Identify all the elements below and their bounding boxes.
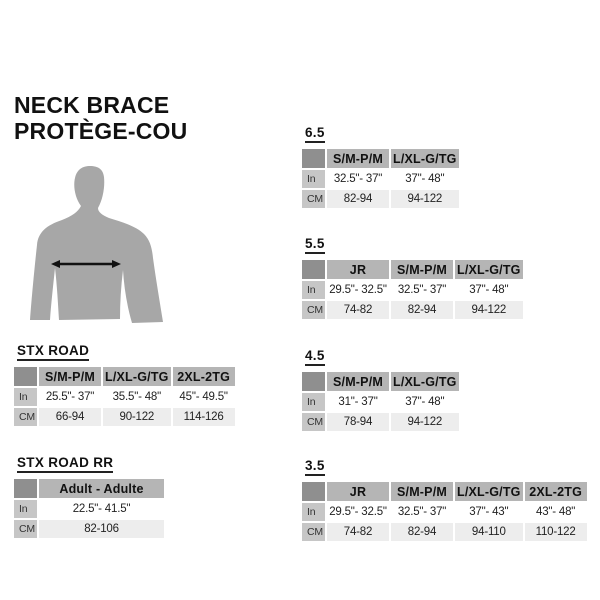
table-block-5-5 (300, 235, 525, 321)
table-title-3-5: 3.5 (305, 458, 325, 476)
inches-value: 29.5"- 32.5" (326, 502, 390, 522)
cm-value: 82-106 (38, 519, 165, 539)
column-header: Adult - Adulte (38, 478, 165, 499)
cm-value: 82-94 (326, 189, 390, 209)
inches-row-4-5 (301, 392, 460, 412)
inches-value: 32.5"- 37" (390, 280, 454, 300)
row-label-inches: In (301, 502, 326, 522)
torso-silhouette (25, 163, 195, 330)
header-row-stx-road (13, 366, 236, 387)
row-label-cm: CM (13, 519, 38, 539)
cm-row-3-5 (301, 522, 588, 542)
size-table-5-5 (300, 258, 525, 321)
row-label-inches: In (301, 392, 326, 412)
cm-value: 94-110 (454, 522, 524, 542)
size-table-stx-road (12, 365, 237, 428)
inches-value: 32.5"- 37" (390, 502, 454, 522)
cm-value: 78-94 (326, 412, 390, 432)
inches-row-6-5 (301, 169, 460, 189)
column-header: JR (326, 259, 390, 280)
cm-value: 94-122 (390, 189, 460, 209)
row-label-cm: CM (13, 407, 38, 427)
table-title-5-5: 5.5 (305, 236, 325, 254)
column-header: L/XL-G/TG (454, 259, 524, 280)
inches-row-5-5 (301, 280, 524, 300)
cm-value: 82-94 (390, 300, 454, 320)
cm-value: 82-94 (390, 522, 454, 542)
column-header: S/M-P/M (390, 259, 454, 280)
torso-silhouette-svg (25, 163, 195, 330)
row-label-cm: CM (301, 522, 326, 542)
inches-value: 37"- 43" (454, 502, 524, 522)
column-header: S/M-P/M (326, 371, 390, 392)
table-block-stx-road (12, 342, 237, 428)
table-block-stx-road-rr (12, 454, 166, 540)
size-table-6-5 (300, 147, 461, 210)
inches-row-3-5 (301, 502, 588, 522)
header-row-stx-road-rr (13, 478, 165, 499)
inches-row-stx-road (13, 387, 236, 407)
cm-row-5-5 (301, 300, 524, 320)
row-label-cm: CM (301, 300, 326, 320)
table-title-stx-road: STX ROAD (17, 343, 89, 361)
table-title-stx-road-rr: STX ROAD RR (17, 455, 113, 473)
corner-cell (13, 366, 38, 387)
cm-value: 74-82 (326, 300, 390, 320)
table-title-6-5: 6.5 (305, 125, 325, 143)
table-block-6-5 (300, 124, 461, 210)
cm-row-stx-road-rr (13, 519, 165, 539)
column-header: 2XL-2TG (172, 366, 236, 387)
cm-value: 94-122 (390, 412, 460, 432)
cm-row-6-5 (301, 189, 460, 209)
page-title-en: NECK BRACE (14, 92, 170, 118)
page-title (14, 92, 187, 144)
corner-cell (301, 148, 326, 169)
size-table-stx-road-rr (12, 477, 166, 540)
inches-value: 31"- 37" (326, 392, 390, 412)
cm-value: 94-122 (454, 300, 524, 320)
inches-value: 43"- 48" (524, 502, 588, 522)
row-label-cm: CM (301, 189, 326, 209)
table-block-3-5 (300, 457, 589, 543)
column-header: S/M-P/M (390, 481, 454, 502)
row-label-inches: In (13, 387, 38, 407)
inches-value: 22.5"- 41.5" (38, 499, 165, 519)
header-row-6-5 (301, 148, 460, 169)
header-row-4-5 (301, 371, 460, 392)
column-header: S/M-P/M (38, 366, 102, 387)
inches-row-stx-road-rr (13, 499, 165, 519)
cm-value: 66-94 (38, 407, 102, 427)
size-table-4-5 (300, 370, 461, 433)
size-table-3-5 (300, 480, 589, 543)
corner-cell (301, 371, 326, 392)
inches-value: 35.5"- 48" (102, 387, 172, 407)
inches-value: 45"- 49.5" (172, 387, 236, 407)
column-header: L/XL-G/TG (102, 366, 172, 387)
inches-value: 37"- 48" (390, 169, 460, 189)
column-header: L/XL-G/TG (390, 148, 460, 169)
column-header: JR (326, 481, 390, 502)
header-row-5-5 (301, 259, 524, 280)
page-title-fr: PROTÈGE-COU (14, 118, 188, 144)
table-block-4-5 (300, 347, 461, 433)
corner-cell (13, 478, 38, 499)
cm-value: 110-122 (524, 522, 588, 542)
row-label-cm: CM (301, 412, 326, 432)
inches-value: 32.5"- 37" (326, 169, 390, 189)
header-row-3-5 (301, 481, 588, 502)
inches-value: 37"- 48" (390, 392, 460, 412)
corner-cell (301, 259, 326, 280)
cm-row-4-5 (301, 412, 460, 432)
table-title-4-5: 4.5 (305, 348, 325, 366)
inches-value: 25.5"- 37" (38, 387, 102, 407)
inches-value: 29.5"- 32.5" (326, 280, 390, 300)
torso-shape (30, 166, 163, 323)
column-header: L/XL-G/TG (390, 371, 460, 392)
cm-row-stx-road (13, 407, 236, 427)
row-label-inches: In (301, 280, 326, 300)
column-header: L/XL-G/TG (454, 481, 524, 502)
inches-value: 37"- 48" (454, 280, 524, 300)
column-header: S/M-P/M (326, 148, 390, 169)
row-label-inches: In (13, 499, 38, 519)
cm-value: 114-126 (172, 407, 236, 427)
column-header: 2XL-2TG (524, 481, 588, 502)
cm-value: 90-122 (102, 407, 172, 427)
cm-value: 74-82 (326, 522, 390, 542)
row-label-inches: In (301, 169, 326, 189)
corner-cell (301, 481, 326, 502)
